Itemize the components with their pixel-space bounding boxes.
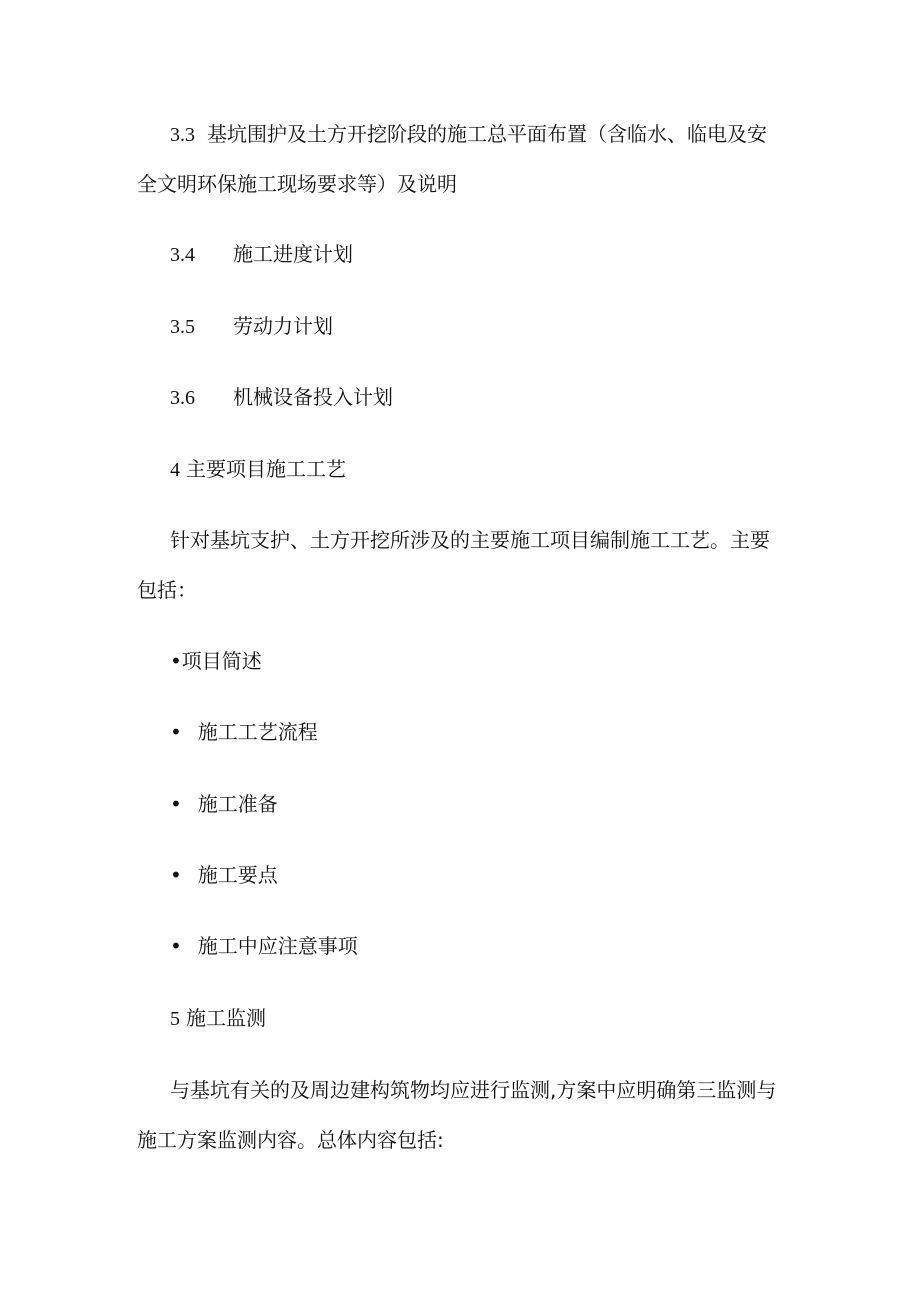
section-title-continuation: 全文明环保施工现场要求等）及说明 xyxy=(137,172,457,196)
paragraph-5-line-1 xyxy=(170,1076,776,1104)
bullet-icon: • xyxy=(170,649,182,673)
list-item-text: 施工中应注意事项 xyxy=(197,934,358,958)
list-item xyxy=(170,647,262,675)
section-number: 3.3 xyxy=(170,124,195,146)
list-item-text: 施工工艺流程 xyxy=(197,720,318,744)
heading-5 xyxy=(170,1004,266,1032)
section-number: 3.5 xyxy=(170,316,195,338)
list-item xyxy=(170,790,278,818)
section-title: 主要项目施工工艺 xyxy=(186,457,346,481)
section-number: 5 xyxy=(170,1008,180,1030)
heading-3-3-continuation xyxy=(137,170,457,198)
section-number: 3.4 xyxy=(170,244,195,266)
paragraph-4-line-2 xyxy=(137,576,197,604)
bullet-icon: • xyxy=(170,934,182,958)
section-title: 机械设备投入计划 xyxy=(233,385,393,409)
heading-3-6 xyxy=(170,383,393,411)
paragraph-text: 针对基坑支护、土方开挖所涉及的主要施工项目编制施工工艺。主要 xyxy=(170,528,770,552)
heading-4 xyxy=(170,455,346,483)
list-item-text: 施工要点 xyxy=(197,863,278,887)
paragraph-4-line-1 xyxy=(170,526,770,554)
list-item-text: 施工准备 xyxy=(197,792,278,816)
list-item xyxy=(170,718,318,746)
section-number: 3.6 xyxy=(170,387,195,409)
bullet-icon: • xyxy=(170,863,182,887)
bullet-icon: • xyxy=(170,792,182,816)
paragraph-text: 包括： xyxy=(137,578,197,602)
list-item xyxy=(170,861,278,889)
section-number: 4 xyxy=(170,459,180,481)
list-item-text: 项目简述 xyxy=(181,649,262,673)
list-item xyxy=(170,932,358,960)
section-title: 施工监测 xyxy=(186,1006,266,1030)
bullet-icon: • xyxy=(170,720,182,744)
heading-3-4 xyxy=(170,240,353,268)
paragraph-text: 施工方案监测内容。总体内容包括: xyxy=(137,1128,444,1152)
section-title: 施工进度计划 xyxy=(233,242,353,266)
section-title: 劳动力计划 xyxy=(233,314,333,338)
heading-3-3 xyxy=(170,120,767,148)
paragraph-text: 与基坑有关的及周边建构筑物均应进行监测,方案中应明确第三监测与 xyxy=(170,1078,777,1102)
heading-3-5 xyxy=(170,312,333,340)
section-title: 基坑围护及土方开挖阶段的施工总平面布置（含临水、临电及安 xyxy=(207,122,767,146)
paragraph-5-line-2 xyxy=(137,1126,444,1154)
